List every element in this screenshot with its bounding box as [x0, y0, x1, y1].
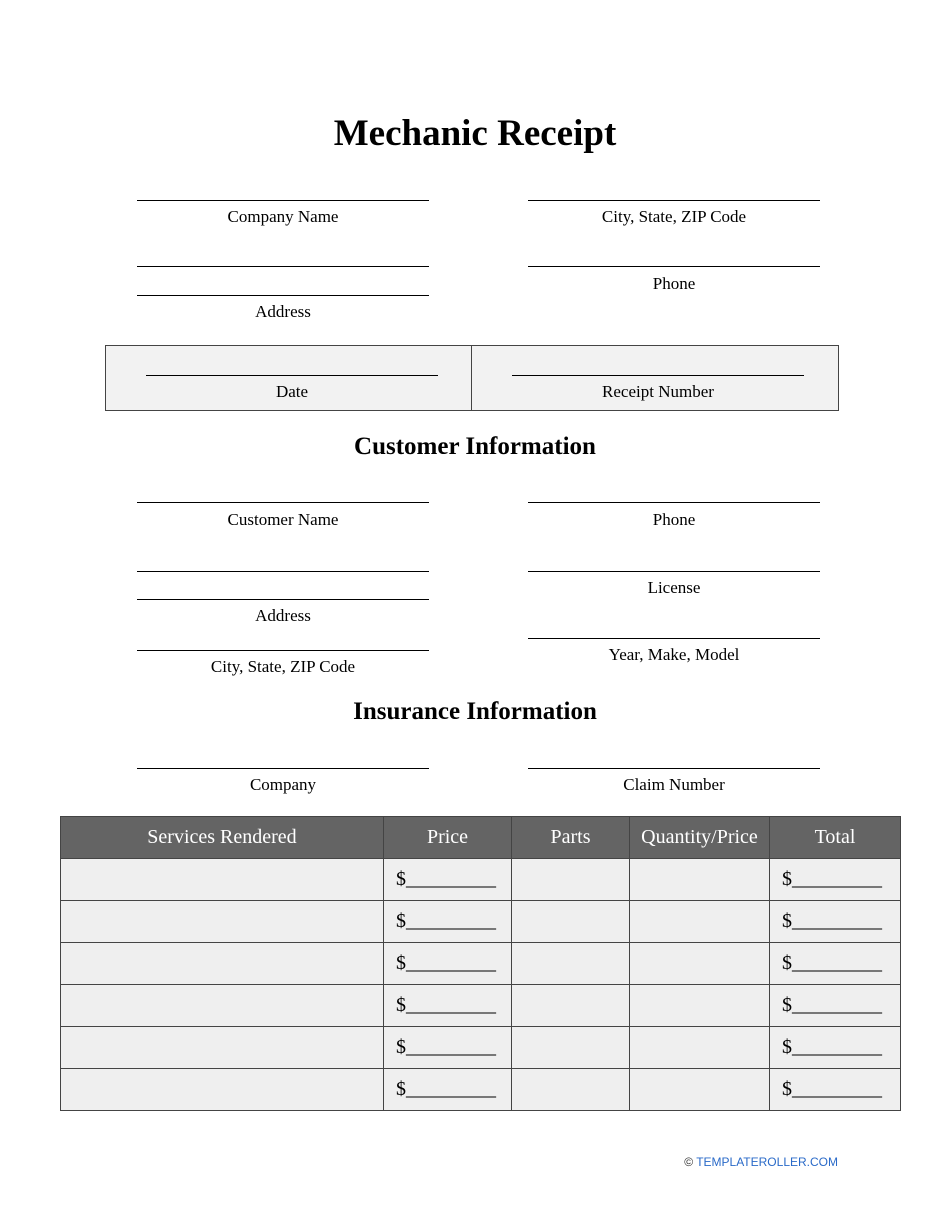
city-state-zip-line[interactable]: [528, 200, 820, 201]
receipt-number-line[interactable]: [512, 375, 804, 376]
customer-name-line[interactable]: [137, 502, 429, 503]
customer-address-line-1[interactable]: [137, 571, 429, 572]
service-cell[interactable]: [61, 985, 384, 1027]
table-row: [61, 1027, 901, 1069]
copyright-symbol: ©: [684, 1155, 694, 1169]
service-cell[interactable]: [61, 943, 384, 985]
services-table: [60, 816, 901, 1111]
parts-cell[interactable]: [512, 1069, 630, 1111]
company-name-line[interactable]: [137, 200, 429, 201]
insurance-info-heading: Insurance Information: [353, 698, 597, 725]
total-cell[interactable]: $_________: [770, 901, 901, 943]
header-services-rendered: Services Rendered: [61, 817, 384, 859]
table-row: [61, 1069, 901, 1111]
customer-city-state-zip-line[interactable]: [137, 650, 429, 651]
table-row: [61, 985, 901, 1027]
address-line-2[interactable]: [137, 295, 429, 296]
quantity-price-cell[interactable]: [630, 859, 770, 901]
price-cell[interactable]: $_________: [384, 901, 512, 943]
service-cell[interactable]: [61, 901, 384, 943]
table-row: [61, 859, 901, 901]
customer-city-state-zip-label: City, State, ZIP Code: [210, 657, 356, 676]
parts-cell[interactable]: [512, 943, 630, 985]
table-row: [61, 943, 901, 985]
parts-cell[interactable]: [512, 1027, 630, 1069]
total-cell[interactable]: $_________: [770, 859, 901, 901]
address-line-1[interactable]: [137, 266, 429, 267]
price-cell[interactable]: $_________: [384, 859, 512, 901]
quantity-price-cell[interactable]: [630, 1027, 770, 1069]
header-quantity-price: Quantity/Price: [630, 817, 770, 859]
total-cell[interactable]: $_________: [770, 1069, 901, 1111]
customer-address-line-2[interactable]: [137, 599, 429, 600]
customer-phone-line[interactable]: [528, 502, 820, 503]
date-label: Date: [275, 382, 309, 401]
service-cell[interactable]: [61, 1027, 384, 1069]
header-parts: Parts: [512, 817, 630, 859]
year-make-model-label: Year, Make, Model: [608, 645, 740, 664]
service-cell[interactable]: [61, 859, 384, 901]
claim-number-label: Claim Number: [623, 775, 725, 794]
price-cell[interactable]: $_________: [384, 1027, 512, 1069]
templateroller-link[interactable]: TEMPLATEROLLER.COM: [696, 1155, 838, 1169]
box-divider: [471, 346, 472, 410]
header-price: Price: [384, 817, 512, 859]
customer-info-heading: Customer Information: [354, 433, 596, 460]
claim-number-line[interactable]: [528, 768, 820, 769]
date-line[interactable]: [146, 375, 438, 376]
insurance-company-label: Company: [249, 775, 317, 794]
table-header-row: [61, 817, 901, 859]
quantity-price-cell[interactable]: [630, 901, 770, 943]
date-receipt-box: [105, 345, 839, 411]
price-cell[interactable]: $_________: [384, 1069, 512, 1111]
parts-cell[interactable]: [512, 985, 630, 1027]
service-cell[interactable]: [61, 1069, 384, 1111]
parts-cell[interactable]: [512, 859, 630, 901]
year-make-model-line[interactable]: [528, 638, 820, 639]
phone-line[interactable]: [528, 266, 820, 267]
quantity-price-cell[interactable]: [630, 985, 770, 1027]
page-title: Mechanic Receipt: [333, 113, 617, 154]
receipt-number-label: Receipt Number: [602, 382, 714, 401]
quantity-price-cell[interactable]: [630, 1069, 770, 1111]
customer-phone-label: Phone: [652, 510, 696, 529]
total-cell[interactable]: $_________: [770, 985, 901, 1027]
quantity-price-cell[interactable]: [630, 943, 770, 985]
insurance-company-line[interactable]: [137, 768, 429, 769]
license-label: License: [647, 578, 701, 597]
address-label: Address: [255, 302, 311, 321]
table-row: [61, 901, 901, 943]
parts-cell[interactable]: [512, 901, 630, 943]
total-cell[interactable]: $_________: [770, 1027, 901, 1069]
city-state-zip-label: City, State, ZIP Code: [601, 207, 747, 226]
footer: [684, 1155, 838, 1169]
total-cell[interactable]: $_________: [770, 943, 901, 985]
header-total: Total: [770, 817, 901, 859]
customer-name-label: Customer Name: [227, 510, 339, 529]
license-line[interactable]: [528, 571, 820, 572]
customer-address-label: Address: [255, 606, 311, 625]
price-cell[interactable]: $_________: [384, 943, 512, 985]
company-name-label: Company Name: [227, 207, 339, 226]
price-cell[interactable]: $_________: [384, 985, 512, 1027]
phone-label: Phone: [652, 274, 696, 293]
